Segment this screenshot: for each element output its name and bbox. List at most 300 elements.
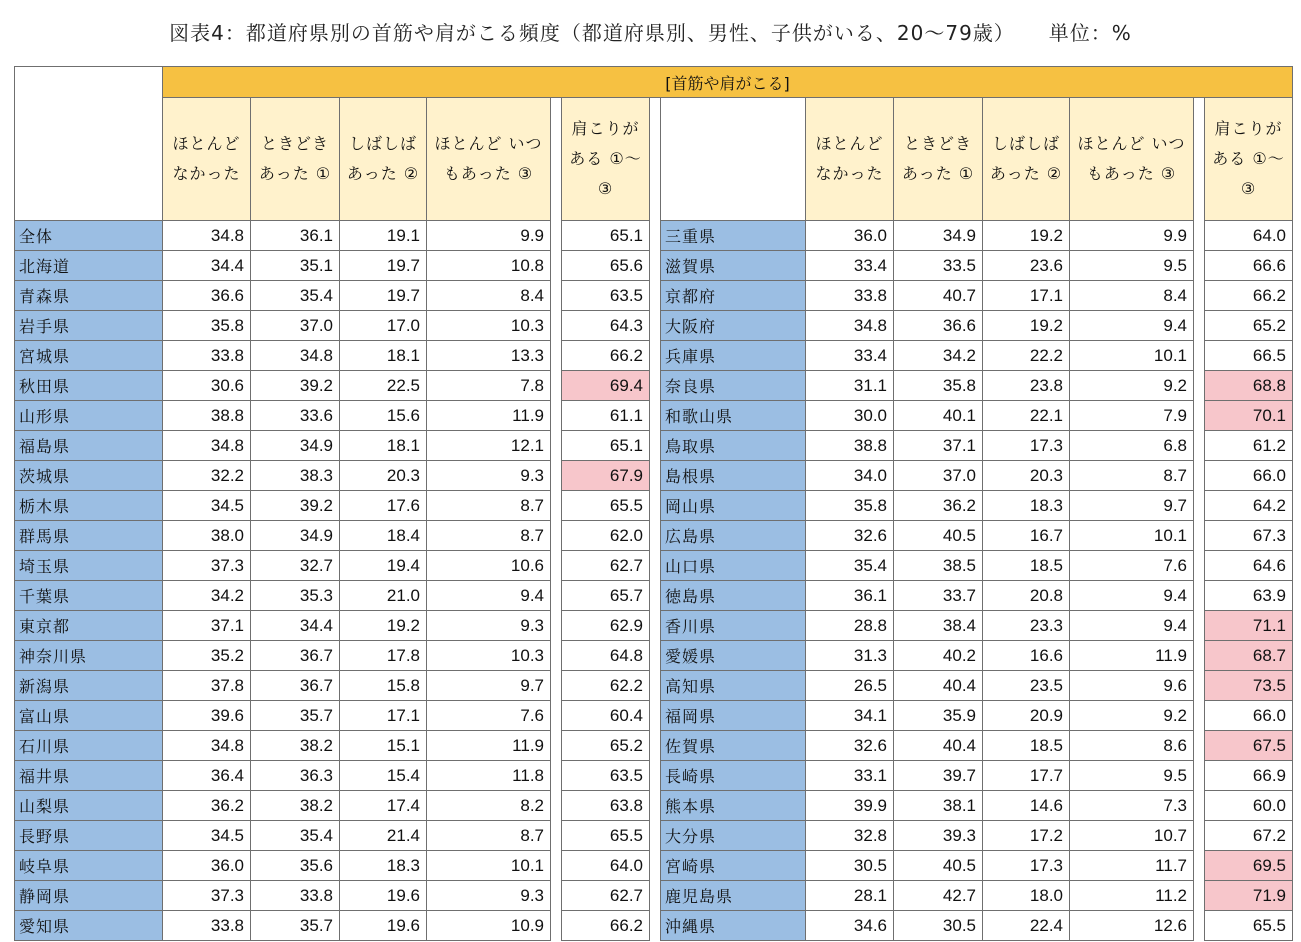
value-cell: 36.7: [251, 671, 340, 701]
prefecture-name: 沖縄県: [661, 911, 806, 941]
value-cell: 15.4: [340, 761, 427, 791]
value-cell: 36.6: [894, 311, 983, 341]
value-cell: 17.3: [983, 431, 1070, 461]
table-row: [15, 581, 1293, 611]
value-cell: 12.1: [427, 431, 551, 461]
value-cell: 9.3: [427, 461, 551, 491]
separator-cell: [551, 221, 562, 251]
value-cell: 17.7: [983, 761, 1070, 791]
value-cell: 19.6: [340, 911, 427, 941]
prefecture-name: 青森県: [15, 281, 163, 311]
value-cell: 33.4: [806, 251, 894, 281]
separator-cell: [551, 311, 562, 341]
total-value-cell: 62.7: [562, 881, 650, 911]
value-cell: 36.4: [163, 761, 251, 791]
value-cell: 18.1: [340, 341, 427, 371]
table-body: [15, 221, 1293, 941]
value-cell: 37.3: [163, 881, 251, 911]
value-cell: 30.0: [806, 401, 894, 431]
value-cell: 34.8: [163, 431, 251, 461]
prefecture-name: 栃木県: [15, 491, 163, 521]
value-cell: 34.1: [806, 701, 894, 731]
column-header-almost-always-right: ほとんど いつもあった ③: [1070, 98, 1194, 221]
value-cell: 9.4: [1070, 311, 1194, 341]
total-value-cell: 66.6: [1205, 251, 1293, 281]
value-cell: 28.1: [806, 881, 894, 911]
total-value-cell: 71.1: [1205, 611, 1293, 641]
value-cell: 33.5: [894, 251, 983, 281]
separator-cell: [1194, 791, 1205, 821]
value-cell: 19.2: [983, 311, 1070, 341]
value-cell: 35.2: [163, 641, 251, 671]
corner-cell-left: [15, 67, 163, 221]
value-cell: 10.6: [427, 551, 551, 581]
value-cell: 39.2: [251, 491, 340, 521]
prefecture-name: 群馬県: [15, 521, 163, 551]
value-cell: 9.2: [1070, 371, 1194, 401]
total-value-cell: 65.5: [1205, 911, 1293, 941]
separator-cell: [650, 581, 661, 611]
value-cell: 36.0: [806, 221, 894, 251]
table-row: [15, 791, 1293, 821]
table-row: [15, 731, 1293, 761]
total-value-cell: 64.6: [1205, 551, 1293, 581]
value-cell: 15.6: [340, 401, 427, 431]
prefecture-name: 広島県: [661, 521, 806, 551]
table-row: [15, 761, 1293, 791]
separator-cell: [650, 641, 661, 671]
prefecture-name: 宮崎県: [661, 851, 806, 881]
value-cell: 34.2: [894, 341, 983, 371]
value-cell: 38.2: [251, 791, 340, 821]
value-cell: 12.6: [1070, 911, 1194, 941]
separator-cell: [551, 281, 562, 311]
value-cell: 11.9: [427, 731, 551, 761]
value-cell: 18.1: [340, 431, 427, 461]
value-cell: 6.8: [1070, 431, 1194, 461]
value-cell: 21.4: [340, 821, 427, 851]
value-cell: 10.7: [1070, 821, 1194, 851]
total-value-cell: 71.9: [1205, 881, 1293, 911]
total-value-cell: 65.1: [562, 221, 650, 251]
separator-cell: [551, 491, 562, 521]
separator-cell: [1194, 701, 1205, 731]
value-cell: 7.6: [427, 701, 551, 731]
table-row: [15, 641, 1293, 671]
separator-cell: [650, 221, 661, 251]
value-cell: 34.2: [163, 581, 251, 611]
separator-cell: [551, 341, 562, 371]
separator-cell: [1194, 98, 1205, 221]
value-cell: 15.1: [340, 731, 427, 761]
value-cell: 8.4: [1070, 281, 1194, 311]
prefecture-name: 山形県: [15, 401, 163, 431]
total-value-cell: 67.5: [1205, 731, 1293, 761]
total-value-cell: 65.1: [562, 431, 650, 461]
value-cell: 23.8: [983, 371, 1070, 401]
value-cell: 31.1: [806, 371, 894, 401]
value-cell: 34.6: [806, 911, 894, 941]
column-header-row: [15, 98, 1293, 221]
value-cell: 33.4: [806, 341, 894, 371]
prefecture-name: 鳥取県: [661, 431, 806, 461]
value-cell: 23.3: [983, 611, 1070, 641]
total-value-cell: 65.5: [562, 491, 650, 521]
separator-cell: [650, 371, 661, 401]
value-cell: 11.2: [1070, 881, 1194, 911]
total-value-cell: 69.5: [1205, 851, 1293, 881]
value-cell: 33.7: [894, 581, 983, 611]
separator-cell: [551, 641, 562, 671]
table-row: [15, 551, 1293, 581]
separator-cell: [650, 311, 661, 341]
table-row: [15, 371, 1293, 401]
total-value-cell: 68.8: [1205, 371, 1293, 401]
prefecture-name: 山梨県: [15, 791, 163, 821]
value-cell: 22.5: [340, 371, 427, 401]
unit-label: 単位：%: [1048, 21, 1132, 45]
separator-cell: [551, 371, 562, 401]
total-value-cell: 61.1: [562, 401, 650, 431]
prefecture-name: 三重県: [661, 221, 806, 251]
value-cell: 35.4: [806, 551, 894, 581]
value-cell: 18.3: [340, 851, 427, 881]
prefecture-name: 山口県: [661, 551, 806, 581]
table-row: [15, 221, 1293, 251]
prefecture-name: 富山県: [15, 701, 163, 731]
separator-cell: [1194, 371, 1205, 401]
prefecture-name: 佐賀県: [661, 731, 806, 761]
prefecture-name: 神奈川県: [15, 641, 163, 671]
value-cell: 34.9: [251, 431, 340, 461]
table-row: [15, 251, 1293, 281]
value-cell: 7.9: [1070, 401, 1194, 431]
separator-cell: [650, 911, 661, 941]
value-cell: 35.8: [163, 311, 251, 341]
value-cell: 9.5: [1070, 251, 1194, 281]
total-value-cell: 66.5: [1205, 341, 1293, 371]
total-value-cell: 70.1: [1205, 401, 1293, 431]
value-cell: 37.1: [894, 431, 983, 461]
prefecture-name: 岐阜県: [15, 851, 163, 881]
value-cell: 36.2: [163, 791, 251, 821]
value-cell: 20.3: [340, 461, 427, 491]
total-value-cell: 68.7: [1205, 641, 1293, 671]
value-cell: 34.8: [251, 341, 340, 371]
total-value-cell: 66.9: [1205, 761, 1293, 791]
prefecture-name: 京都府: [661, 281, 806, 311]
separator-cell: [1194, 401, 1205, 431]
separator-cell: [551, 431, 562, 461]
value-cell: 32.6: [806, 731, 894, 761]
value-cell: 8.6: [1070, 731, 1194, 761]
value-cell: 34.5: [163, 821, 251, 851]
separator-cell: [551, 851, 562, 881]
separator-cell: [650, 701, 661, 731]
value-cell: 9.4: [427, 581, 551, 611]
separator-cell: [650, 341, 661, 371]
column-header-often: しばしば あった ②: [340, 98, 427, 221]
value-cell: 8.7: [1070, 461, 1194, 491]
value-cell: 19.1: [340, 221, 427, 251]
value-cell: 35.1: [251, 251, 340, 281]
separator-cell: [1194, 581, 1205, 611]
prefecture-name: 秋田県: [15, 371, 163, 401]
prefecture-name: 高知県: [661, 671, 806, 701]
column-header-sometimes-right: ときどき あった ①: [894, 98, 983, 221]
value-cell: 10.9: [427, 911, 551, 941]
value-cell: 17.4: [340, 791, 427, 821]
total-value-cell: 61.2: [1205, 431, 1293, 461]
total-value-cell: 64.3: [562, 311, 650, 341]
total-value-cell: 65.5: [562, 821, 650, 851]
value-cell: 35.4: [251, 281, 340, 311]
value-cell: 34.8: [163, 221, 251, 251]
value-cell: 19.7: [340, 281, 427, 311]
total-value-cell: 63.9: [1205, 581, 1293, 611]
value-cell: 7.8: [427, 371, 551, 401]
value-cell: 33.8: [163, 341, 251, 371]
value-cell: 10.3: [427, 641, 551, 671]
prefecture-name: 埼玉県: [15, 551, 163, 581]
value-cell: 36.7: [251, 641, 340, 671]
value-cell: 35.6: [251, 851, 340, 881]
separator-cell: [1194, 821, 1205, 851]
prefecture-name: 千葉県: [15, 581, 163, 611]
total-value-cell: 62.2: [562, 671, 650, 701]
value-cell: 30.5: [894, 911, 983, 941]
value-cell: 32.2: [163, 461, 251, 491]
prefecture-name: 福井県: [15, 761, 163, 791]
total-value-cell: 62.7: [562, 551, 650, 581]
value-cell: 17.2: [983, 821, 1070, 851]
value-cell: 9.4: [1070, 581, 1194, 611]
table-row: [15, 461, 1293, 491]
prefecture-name: 香川県: [661, 611, 806, 641]
value-cell: 40.4: [894, 671, 983, 701]
value-cell: 26.5: [806, 671, 894, 701]
value-cell: 16.7: [983, 521, 1070, 551]
value-cell: 19.7: [340, 251, 427, 281]
prefecture-name: 岩手県: [15, 311, 163, 341]
value-cell: 33.8: [806, 281, 894, 311]
value-cell: 36.1: [806, 581, 894, 611]
value-cell: 37.0: [894, 461, 983, 491]
separator-cell: [1194, 641, 1205, 671]
prefecture-name: 島根県: [661, 461, 806, 491]
title-text: 図表4：都道府県別の首筋や肩がこる頻度（都道府県別、男性、子供がいる、20〜79歳）: [169, 21, 1015, 45]
separator-cell: [551, 401, 562, 431]
value-cell: 19.4: [340, 551, 427, 581]
separator-cell: [551, 671, 562, 701]
column-header-rarely: ほとんど なかった: [163, 98, 251, 221]
total-value-cell: 69.4: [562, 371, 650, 401]
table-row: [15, 821, 1293, 851]
table-row: [15, 401, 1293, 431]
value-cell: 32.7: [251, 551, 340, 581]
column-header-has-stiffness: 肩こりが ある ①〜③: [562, 98, 650, 221]
value-cell: 32.6: [806, 521, 894, 551]
separator-cell: [650, 821, 661, 851]
prefecture-name: 大阪府: [661, 311, 806, 341]
value-cell: 42.7: [894, 881, 983, 911]
value-cell: 18.5: [983, 551, 1070, 581]
value-cell: 20.8: [983, 581, 1070, 611]
total-value-cell: 65.7: [562, 581, 650, 611]
value-cell: 32.8: [806, 821, 894, 851]
value-cell: 33.6: [251, 401, 340, 431]
total-value-cell: 66.2: [562, 341, 650, 371]
value-cell: 33.8: [251, 881, 340, 911]
value-cell: 10.1: [1070, 341, 1194, 371]
value-cell: 39.7: [894, 761, 983, 791]
separator-cell: [1194, 491, 1205, 521]
value-cell: 19.2: [983, 221, 1070, 251]
value-cell: 9.7: [427, 671, 551, 701]
value-cell: 8.7: [427, 491, 551, 521]
value-cell: 18.3: [983, 491, 1070, 521]
value-cell: 30.5: [806, 851, 894, 881]
prefecture-name: 宮城県: [15, 341, 163, 371]
value-cell: 17.3: [983, 851, 1070, 881]
separator-cell: [1194, 251, 1205, 281]
value-cell: 7.3: [1070, 791, 1194, 821]
separator-cell: [1194, 521, 1205, 551]
value-cell: 34.9: [251, 521, 340, 551]
prefecture-name: 新潟県: [15, 671, 163, 701]
value-cell: 34.8: [163, 731, 251, 761]
separator-cell: [650, 671, 661, 701]
value-cell: 40.2: [894, 641, 983, 671]
value-cell: 14.6: [983, 791, 1070, 821]
value-cell: 34.9: [894, 221, 983, 251]
prefecture-name: 東京都: [15, 611, 163, 641]
separator-cell: [1194, 731, 1205, 761]
separator-cell: [551, 581, 562, 611]
value-cell: 39.3: [894, 821, 983, 851]
prefecture-name: 奈良県: [661, 371, 806, 401]
total-value-cell: 60.4: [562, 701, 650, 731]
value-cell: 9.9: [427, 221, 551, 251]
value-cell: 33.1: [806, 761, 894, 791]
value-cell: 40.4: [894, 731, 983, 761]
table-row: [15, 911, 1293, 941]
value-cell: 40.5: [894, 521, 983, 551]
value-cell: 35.8: [806, 491, 894, 521]
value-cell: 38.1: [894, 791, 983, 821]
group-header-row: [15, 67, 1293, 98]
value-cell: 39.6: [163, 701, 251, 731]
value-cell: 34.5: [163, 491, 251, 521]
value-cell: 9.2: [1070, 701, 1194, 731]
value-cell: 30.6: [163, 371, 251, 401]
value-cell: 37.3: [163, 551, 251, 581]
value-cell: 36.0: [163, 851, 251, 881]
value-cell: 38.0: [163, 521, 251, 551]
value-cell: 35.4: [251, 821, 340, 851]
separator-cell: [551, 731, 562, 761]
table-row: [15, 521, 1293, 551]
value-cell: 9.6: [1070, 671, 1194, 701]
separator-cell: [650, 251, 661, 281]
separator-cell: [551, 251, 562, 281]
value-cell: 10.1: [427, 851, 551, 881]
column-header-has-stiffness-right: 肩こりが ある ①〜③: [1205, 98, 1293, 221]
value-cell: 8.2: [427, 791, 551, 821]
prefecture-name: 全体: [15, 221, 163, 251]
separator-cell: [1194, 461, 1205, 491]
separator-cell: [1194, 671, 1205, 701]
column-header-almost-always: ほとんど いつもあった ③: [427, 98, 551, 221]
value-cell: 31.3: [806, 641, 894, 671]
column-header-often-right: しばしば あった ②: [983, 98, 1070, 221]
value-cell: 20.3: [983, 461, 1070, 491]
table-row: [15, 881, 1293, 911]
separator-cell: [650, 851, 661, 881]
value-cell: 21.0: [340, 581, 427, 611]
separator-cell: [551, 521, 562, 551]
value-cell: 36.3: [251, 761, 340, 791]
data-table: [14, 66, 1293, 941]
value-cell: 34.4: [251, 611, 340, 641]
prefecture-name: 静岡県: [15, 881, 163, 911]
value-cell: 23.5: [983, 671, 1070, 701]
total-value-cell: 62.9: [562, 611, 650, 641]
value-cell: 38.4: [894, 611, 983, 641]
value-cell: 19.2: [340, 611, 427, 641]
value-cell: 35.3: [251, 581, 340, 611]
value-cell: 9.4: [1070, 611, 1194, 641]
column-header-sometimes: ときどき あった ①: [251, 98, 340, 221]
value-cell: 7.6: [1070, 551, 1194, 581]
value-cell: 8.7: [427, 521, 551, 551]
value-cell: 10.8: [427, 251, 551, 281]
prefecture-name: 福岡県: [661, 701, 806, 731]
separator-cell: [551, 461, 562, 491]
prefecture-name: 石川県: [15, 731, 163, 761]
prefecture-name: 和歌山県: [661, 401, 806, 431]
total-value-cell: 67.2: [1205, 821, 1293, 851]
total-value-cell: 65.2: [562, 731, 650, 761]
separator-cell: [650, 461, 661, 491]
table-row: [15, 611, 1293, 641]
separator-cell: [650, 281, 661, 311]
separator-cell: [551, 821, 562, 851]
separator-cell: [650, 491, 661, 521]
value-cell: 38.8: [806, 431, 894, 461]
value-cell: 18.0: [983, 881, 1070, 911]
separator-cell: [650, 401, 661, 431]
table-row: [15, 671, 1293, 701]
total-value-cell: 66.0: [1205, 461, 1293, 491]
prefecture-name: 茨城県: [15, 461, 163, 491]
separator-cell: [1194, 311, 1205, 341]
separator-cell: [1194, 221, 1205, 251]
table-row: [15, 851, 1293, 881]
value-cell: 39.2: [251, 371, 340, 401]
prefecture-name: 鹿児島県: [661, 881, 806, 911]
prefecture-name: 兵庫県: [661, 341, 806, 371]
total-value-cell: 64.2: [1205, 491, 1293, 521]
table-row: [15, 701, 1293, 731]
prefecture-name: 長崎県: [661, 761, 806, 791]
prefecture-name: 愛知県: [15, 911, 163, 941]
prefecture-name: 愛媛県: [661, 641, 806, 671]
separator-cell: [551, 881, 562, 911]
prefecture-name: 長野県: [15, 821, 163, 851]
value-cell: 19.6: [340, 881, 427, 911]
total-value-cell: 60.0: [1205, 791, 1293, 821]
